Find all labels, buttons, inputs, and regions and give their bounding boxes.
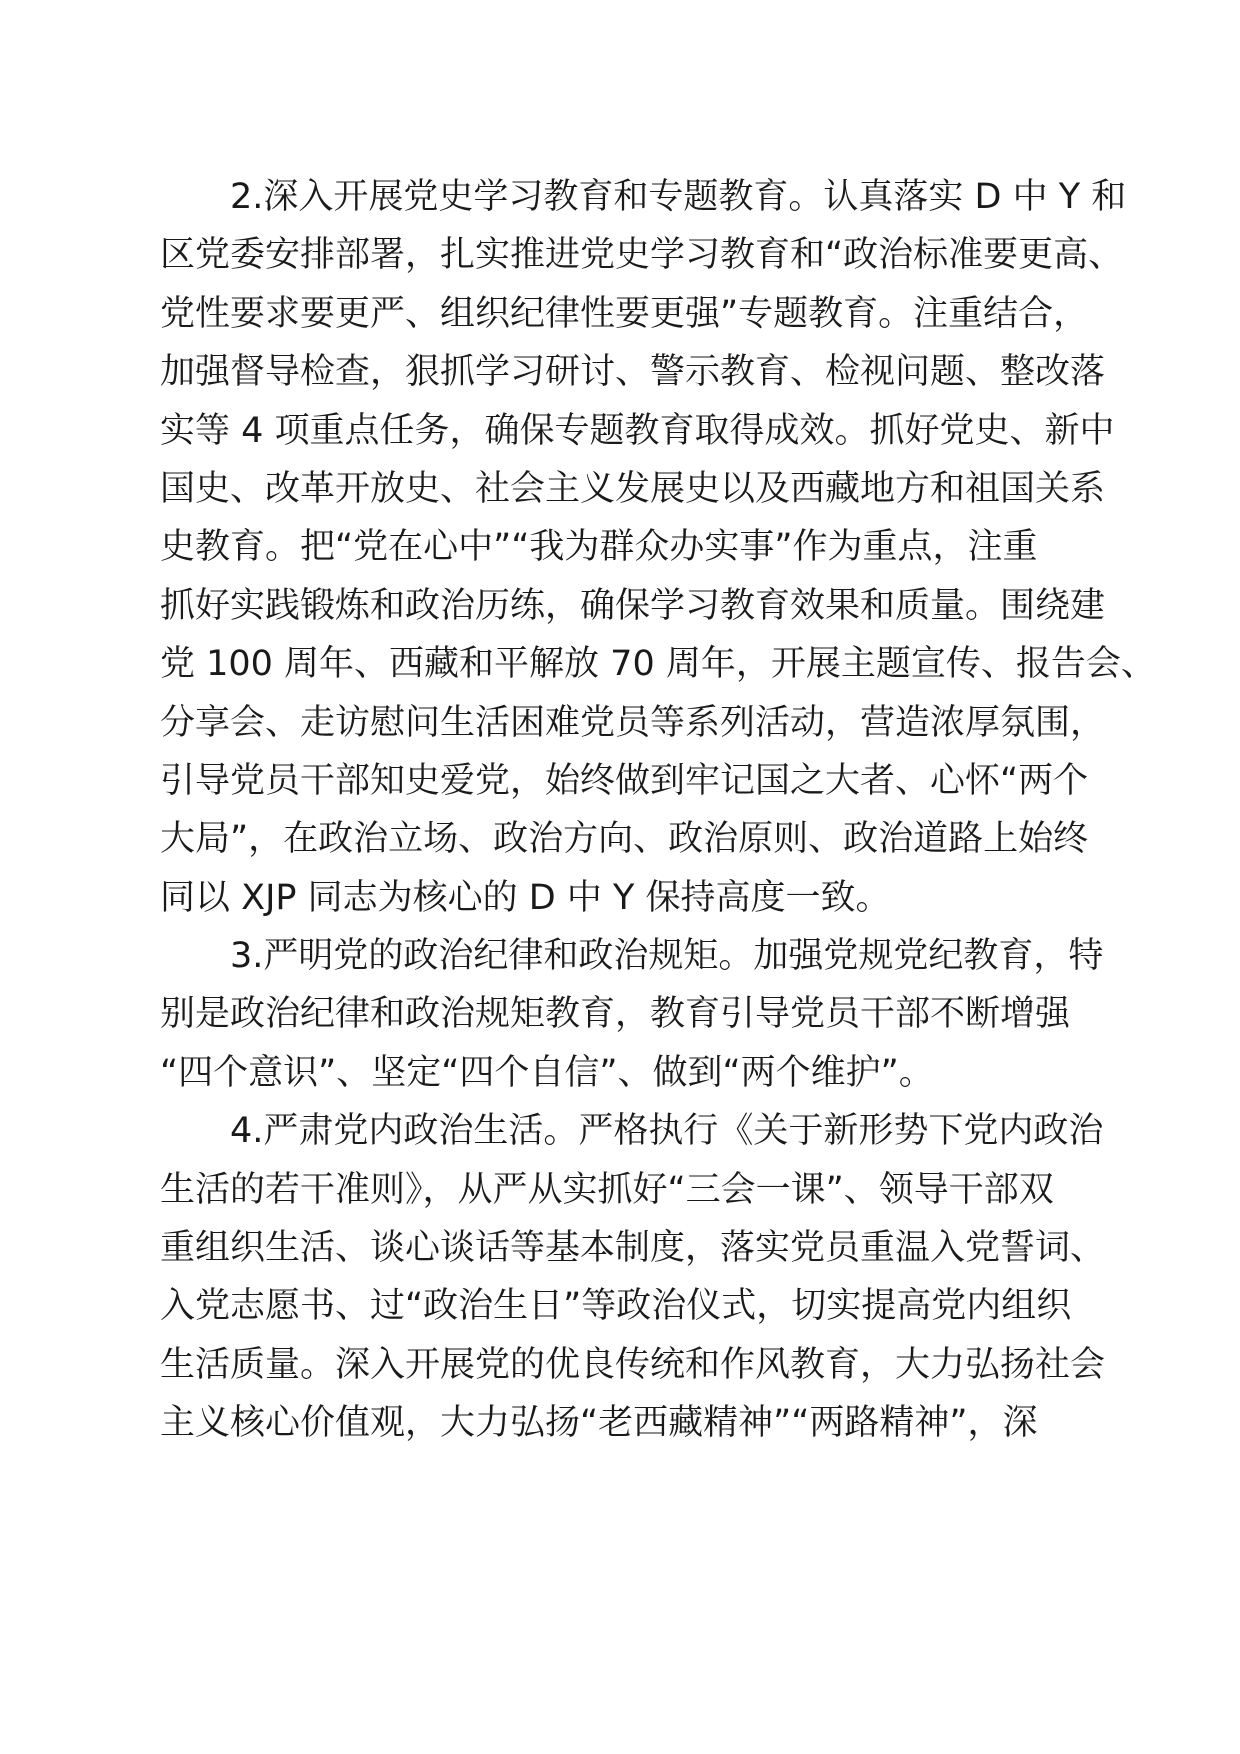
text-line: 别是政治纪律和政治规矩教育，教育引导党员干部不断增强 [160, 994, 1071, 1035]
text-line: 加强督导检查，狠抓学习研讨、警示教育、检视问题、整改落 [160, 352, 1106, 393]
text-line: 抓好实践锻炼和政治历练，确保学习教育效果和质量。围绕建 [160, 585, 1106, 626]
text-line: 生活的若干准则》，从严从实抓好“三会一课”、领导干部双 [160, 1169, 1054, 1210]
text-line: 区党委安排部署，扎实推进党史学习教育和“政治标准要更高、 [160, 235, 1124, 276]
text-line: 史教育。把“党在心中”“我为群众办实事”作为重点，注重 [160, 527, 1038, 568]
text-line: “四个意识”、坚定“四个自信”、做到“两个维护”。 [160, 1052, 934, 1093]
text-line: 同以 XJP 同志为核心的 D 中 Y 保持高度一致。 [160, 877, 891, 918]
text-line: 4.严肃党内政治生活。严格执行《关于新形势下党内政治 [160, 1111, 1104, 1152]
text-line: 主义核心价值观，大力弘扬“老西藏精神”“两路精神”，深 [160, 1403, 1038, 1444]
body-text [160, 168, 1156, 1453]
text-line: 实等 4 项重点任务，确保专题教育取得成效。抓好党史、新中 [160, 410, 1115, 451]
text-line: 3.严明党的政治纪律和政治规矩。加强党规党纪教育，特 [160, 936, 1104, 977]
text-line: 生活质量。深入开展党的优良传统和作风教育，大力弘扬社会 [160, 1344, 1106, 1385]
text-line: 入党志愿书、过“政治生日”等政治仪式，切实提高党内组织 [160, 1286, 1072, 1327]
text-line: 引导党员干部知史爱党，始终做到牢记国之大者、心怀“两个 [160, 760, 1089, 801]
text-line: 大局”，在政治立场、政治方向、政治原则、政治道路上始终 [160, 819, 1089, 860]
text-line: 2.深入开展党史学习教育和专题教育。认真落实 D 中 Y 和 [160, 177, 1127, 217]
text-line: 党 100 周年、西藏和平解放 70 周年，开展主题宣传、报告会、 [160, 644, 1156, 685]
text-line: 重组织生活、谈心谈话等基本制度，落实党员重温入党誓词、 [160, 1228, 1106, 1269]
text-line: 分享会、走访慰问生活困难党员等系列活动，营造浓厚氛围， [160, 702, 1106, 743]
text-line: 国史、改革开放史、社会主义发展史以及西藏地方和祖国关系 [160, 468, 1106, 509]
text-line: 党性要求要更严、组织纪律性要更强”专题教育。注重结合， [160, 293, 1089, 334]
